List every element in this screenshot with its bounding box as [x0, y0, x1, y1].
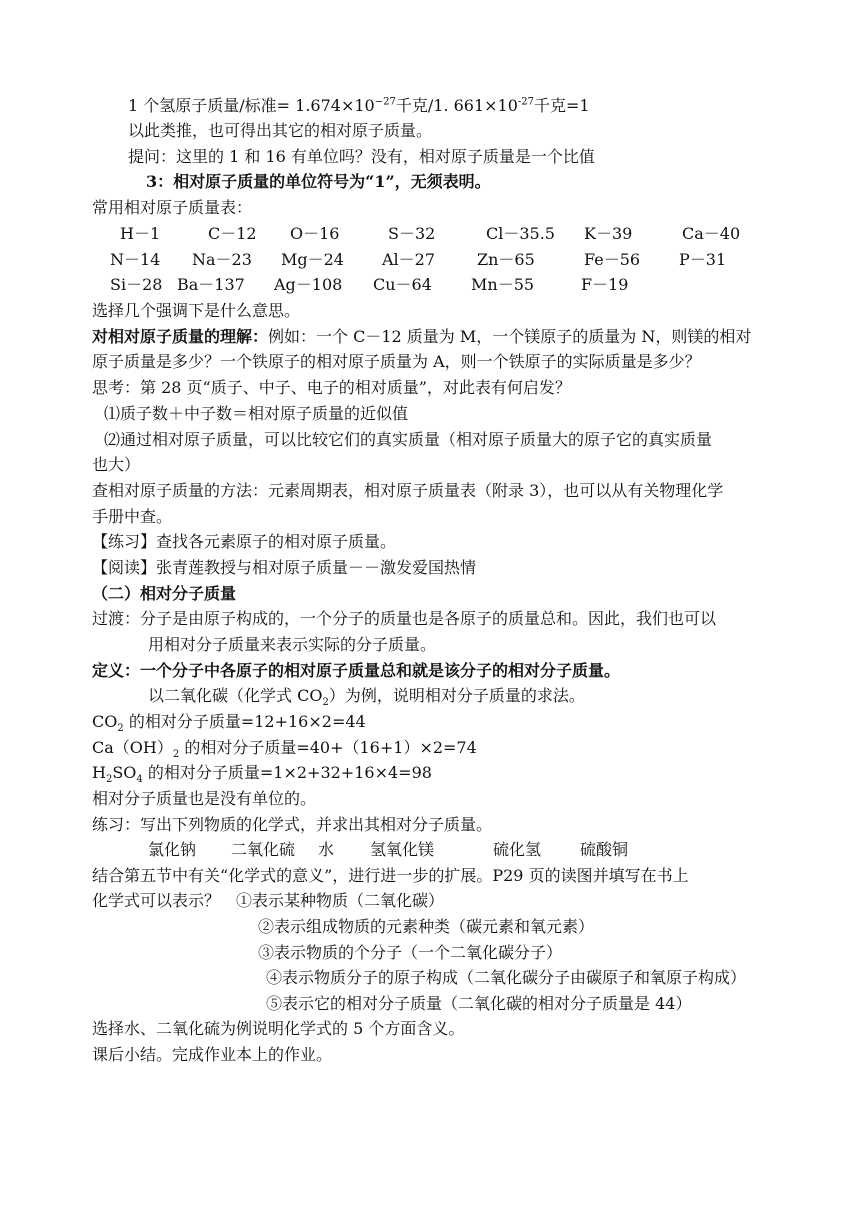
substance-item: 硫酸铜 — [580, 840, 629, 859]
table-heading: 常用相对原子质量表： — [92, 198, 253, 217]
unit-symbol-line: 3：相对原子质量的单位符号为“1”，无须表明。 — [146, 172, 491, 191]
understanding-line-2: 原子质量是多少？一个铁原子的相对原子质量为 A，则一个铁原子的实际质量是多少？ — [92, 352, 701, 371]
substance-item: 水 — [318, 840, 335, 859]
table-cell: Ba－137 — [177, 275, 245, 294]
section-heading: （二）相对分子质量 — [92, 584, 237, 603]
question-line: 提问：这里的 1 和 16 有单位吗？没有，相对原子质量是一个比值 — [128, 147, 595, 166]
lookup-method: 查相对原子质量的方法：元素周期表，相对原子质量表（附录 3），也可以从有关物理化学 — [92, 481, 724, 500]
meaning-1: 化学式可以表示？ ①表示某种物质（二氧化碳） — [92, 891, 445, 910]
practice-line: 练习：写出下列物质的化学式，并求出其相对分子质量。 — [92, 815, 493, 834]
substance-item: 氯化钠 — [148, 840, 197, 859]
summary-line: 课后小结。完成作业本上的作业。 — [92, 1045, 333, 1064]
table-cell: Zn－65 — [477, 250, 535, 269]
definition-line: 定义：一个分子中各原子的相对原子质量总和就是该分子的相对分子质量。 — [92, 661, 621, 680]
substance-item: 氢氧化镁 — [370, 840, 435, 859]
h2so4-calc: $H_2SO_4$ 的相对分子质量=1×2+32+16×4=98 — [92, 763, 432, 786]
table-cell: Si－28 — [110, 275, 163, 294]
point-2-cont: 也大） — [92, 455, 141, 474]
table-cell: O－16 — [290, 224, 340, 243]
transition-line: 过渡：分子是由原子构成的，一个分子的质量也是各原子的质量总和。因此，我们也可以 — [92, 609, 717, 628]
meaning-3: ③表示物质的个分子（一个二氧化碳分子） — [258, 943, 563, 962]
lookup-method-cont: 手册中查。 — [92, 507, 173, 526]
table-cell: Ca－40 — [682, 224, 741, 243]
table-cell: Mg－24 — [281, 250, 344, 269]
point-2: ⑵通过相对原子质量，可以比较它们的真实质量（相对原子质量大的原子它的真实质量 — [104, 430, 713, 449]
reading-line: 【阅读】张青莲教授与相对原子质量－－激发爱国热情 — [92, 558, 477, 577]
table-cell: K－39 — [584, 224, 633, 243]
exercise-line: 【练习】查找各元素原子的相对原子质量。 — [92, 532, 397, 551]
substance-item: 硫化氢 — [493, 840, 542, 859]
point-1: ⑴质子数＋中子数＝相对原子质量的近似值 — [104, 404, 409, 423]
caoh2-calc: $Ca(OH)_2$ 的相对分子质量=40+（16+1）×2=74 — [92, 738, 477, 761]
table-cell: Fe－56 — [584, 250, 641, 269]
think-line: 思考：第 28 页“质子、中子、电子的相对质量”，对此表有何启发？ — [92, 378, 571, 397]
table-cell: H－1 — [120, 224, 161, 243]
table-cell: Mn－55 — [471, 275, 535, 294]
table-cell: N－14 — [110, 250, 161, 269]
table-cell: Al－27 — [382, 250, 436, 269]
table-cell: F－19 — [581, 275, 629, 294]
understanding-line: 对相对原子质量的理解：例如：一个 C－12 质量为 M，一个镁原子的质量为 N，则镁的相对 — [92, 327, 752, 346]
table-cell: Cu－64 — [373, 275, 432, 294]
transition-line-cont: 用相对分子质量来表示实际的分子质量。 — [148, 635, 437, 654]
hydrogen-ratio-line: 1 个氢原子质量/标准= $1.674\times 10^{-27}$千克/1. $661\times 10^{-27}$千克=1 — [128, 96, 590, 115]
table-cell: C－12 — [208, 224, 257, 243]
analogy-line: 以此类推，也可得出其它的相对原子质量。 — [128, 121, 433, 140]
extension-line: 结合第五节中有关“化学式的意义”，进行进一步的扩展。P29 页的读图并填写在书上 — [92, 866, 689, 885]
meaning-2: ②表示组成物质的元素种类（碳元素和氧元素） — [258, 917, 595, 936]
table-cell: S－32 — [388, 224, 436, 243]
no-unit-line: 相对分子质量也是没有单位的。 — [92, 789, 317, 808]
meaning-4: ④表示物质分子的原子构成（二氧化碳分子由碳原子和氧原子构成） — [266, 968, 747, 987]
co2-example-intro: 以二氧化碳（化学式 $CO_2$）为例，说明相对分子质量的求法。 — [148, 686, 585, 709]
substance-item: 二氧化硫 — [231, 840, 296, 859]
table-cell: P－31 — [679, 250, 727, 269]
table-cell: Cl－35.5 — [486, 224, 555, 243]
example-selection-line: 选择水、二氧化硫为例说明化学式的 5 个方面含义。 — [92, 1019, 465, 1038]
co2-calc: $CO_2$ 的相对分子质量=12+16×2=44 — [92, 712, 366, 735]
meaning-5: ⑤表示它的相对分子质量（二氧化碳的相对分子质量是 44） — [266, 994, 692, 1013]
table-cell: Na－23 — [192, 250, 252, 269]
emphasis-note: 选择几个强调下是什么意思。 — [92, 301, 301, 320]
table-cell: Ag－108 — [274, 275, 343, 294]
